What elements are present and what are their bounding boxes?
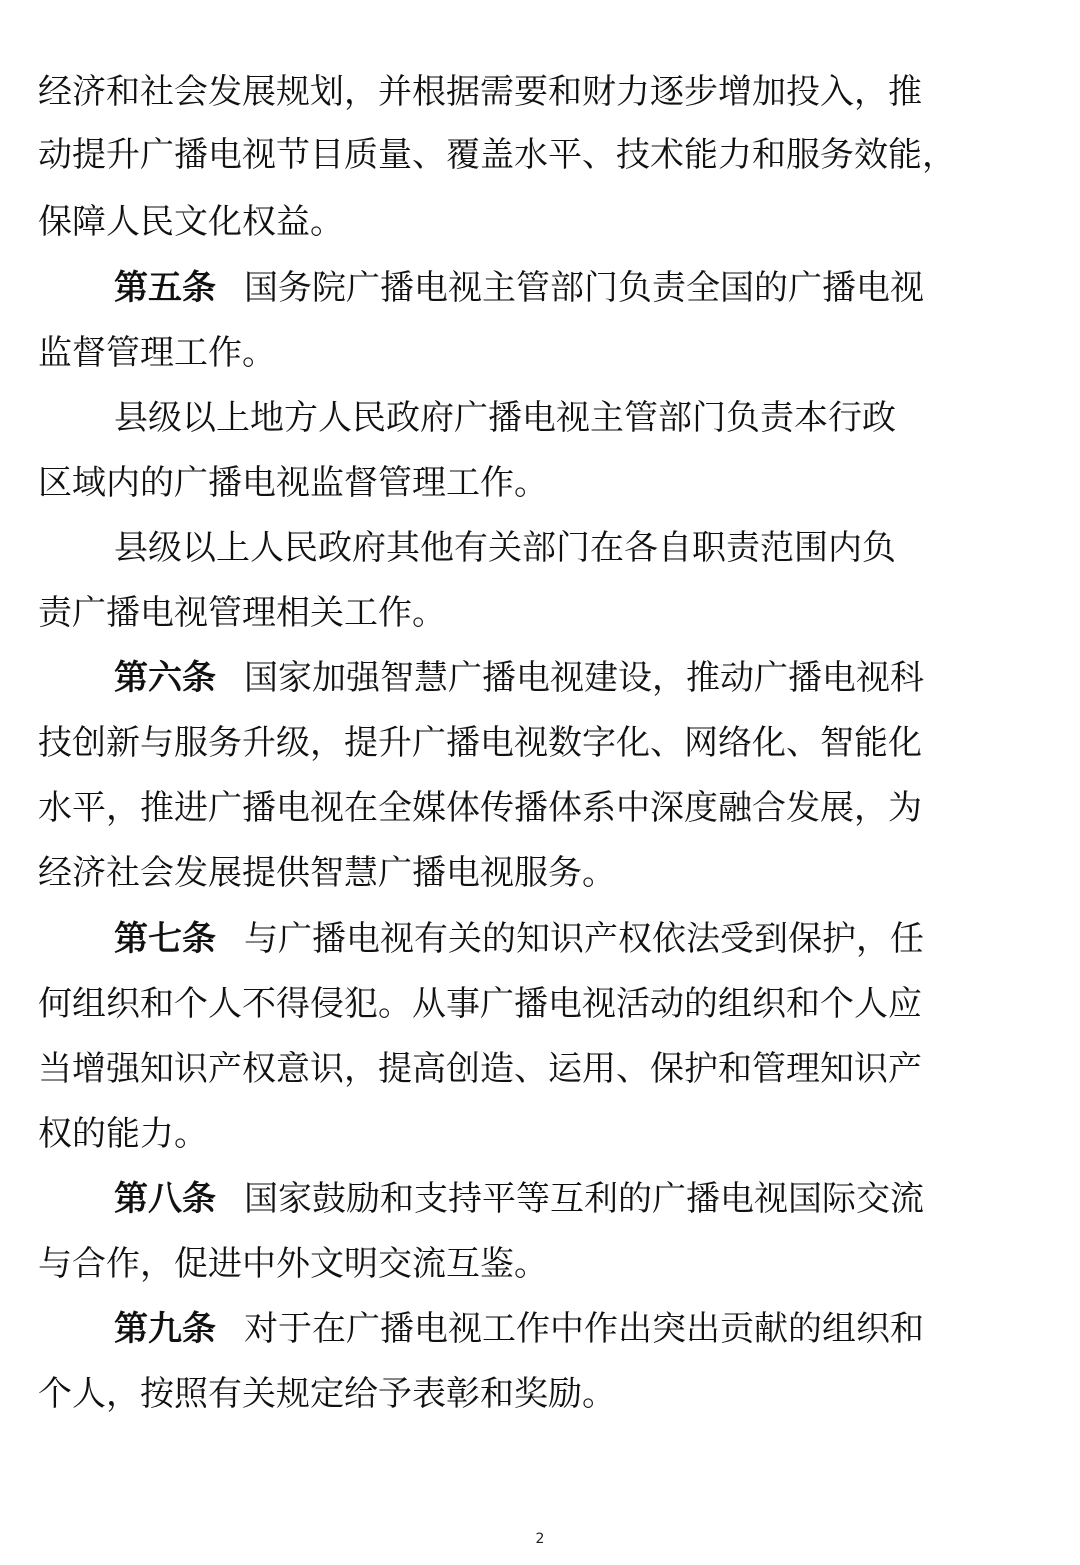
text-line [38, 66, 1053, 118]
heading-gap [216, 1184, 244, 1217]
heading-gap [216, 1314, 244, 1347]
line-text: 权的能力。 [38, 1114, 208, 1154]
line-text: 国家鼓励和支持平等互利的广播电视国际交流 [244, 1179, 924, 1219]
text-line [38, 327, 1053, 379]
line-text: 国家加强智慧广播电视建设，推动广播电视科 [244, 658, 924, 698]
text-line [38, 1238, 1053, 1290]
text-line [38, 587, 1053, 639]
line-text: 县级以上地方人民政府广播电视主管部门负责本行政 [114, 398, 896, 438]
text-line [38, 978, 1053, 1030]
line-text: 责广播电视管理相关工作。 [38, 593, 446, 633]
text-line [38, 129, 1053, 181]
line-text: 经济社会发展提供智慧广播电视服务。 [38, 853, 616, 893]
line-text: 个人，按照有关规定给予表彰和奖励。 [38, 1374, 616, 1414]
article-heading: 第七条 [114, 919, 216, 959]
text-line [38, 392, 1053, 444]
article-heading: 第五条 [114, 268, 216, 308]
text-line [38, 1043, 1053, 1095]
line-text: 保障人民文化权益。 [38, 202, 344, 242]
line-text: 与广播电视有关的知识产权依法受到保护，任 [244, 919, 924, 959]
heading-gap [216, 663, 244, 696]
text-line [38, 913, 1053, 965]
line-text: 动提升广播电视节目质量、覆盖水平、技术能力和服务效能， [38, 135, 956, 175]
line-text: 经济和社会发展规划，并根据需要和财力逐步增加投入，推 [38, 72, 922, 112]
line-text: 国务院广播电视主管部门负责全国的广播电视 [244, 268, 924, 308]
page-number: 2 [535, 1531, 545, 1547]
text-line [38, 457, 1053, 509]
article-heading: 第六条 [114, 658, 216, 698]
text-line [38, 522, 1053, 574]
text-line [38, 1108, 1053, 1160]
text-line [38, 196, 1053, 248]
text-line [38, 262, 1053, 314]
heading-gap [216, 924, 244, 957]
article-heading: 第九条 [114, 1309, 216, 1349]
line-text: 对于在广播电视工作中作出突出贡献的组织和 [244, 1309, 924, 1349]
text-line [38, 1368, 1053, 1420]
article-heading: 第八条 [114, 1179, 216, 1219]
line-text: 何组织和个人不得侵犯。从事广播电视活动的组织和个人应 [38, 984, 922, 1024]
line-text: 县级以上人民政府其他有关部门在各自职责范围内负 [114, 528, 896, 568]
text-line [38, 847, 1053, 899]
text-line [38, 1173, 1053, 1225]
text-line [38, 1303, 1053, 1355]
line-text: 当增强知识产权意识，提高创造、运用、保护和管理知识产 [38, 1049, 922, 1089]
line-text: 水平，推进广播电视在全媒体传播体系中深度融合发展，为 [38, 788, 922, 828]
text-line [38, 717, 1053, 769]
line-text: 与合作，促进中外文明交流互鉴。 [38, 1244, 548, 1284]
text-line [38, 652, 1053, 704]
text-line [38, 782, 1053, 834]
line-text: 监督管理工作。 [38, 333, 276, 373]
heading-gap [216, 273, 244, 306]
line-text: 技创新与服务升级，提升广播电视数字化、网络化、智能化 [38, 723, 922, 763]
line-text: 区域内的广播电视监督管理工作。 [38, 463, 548, 503]
